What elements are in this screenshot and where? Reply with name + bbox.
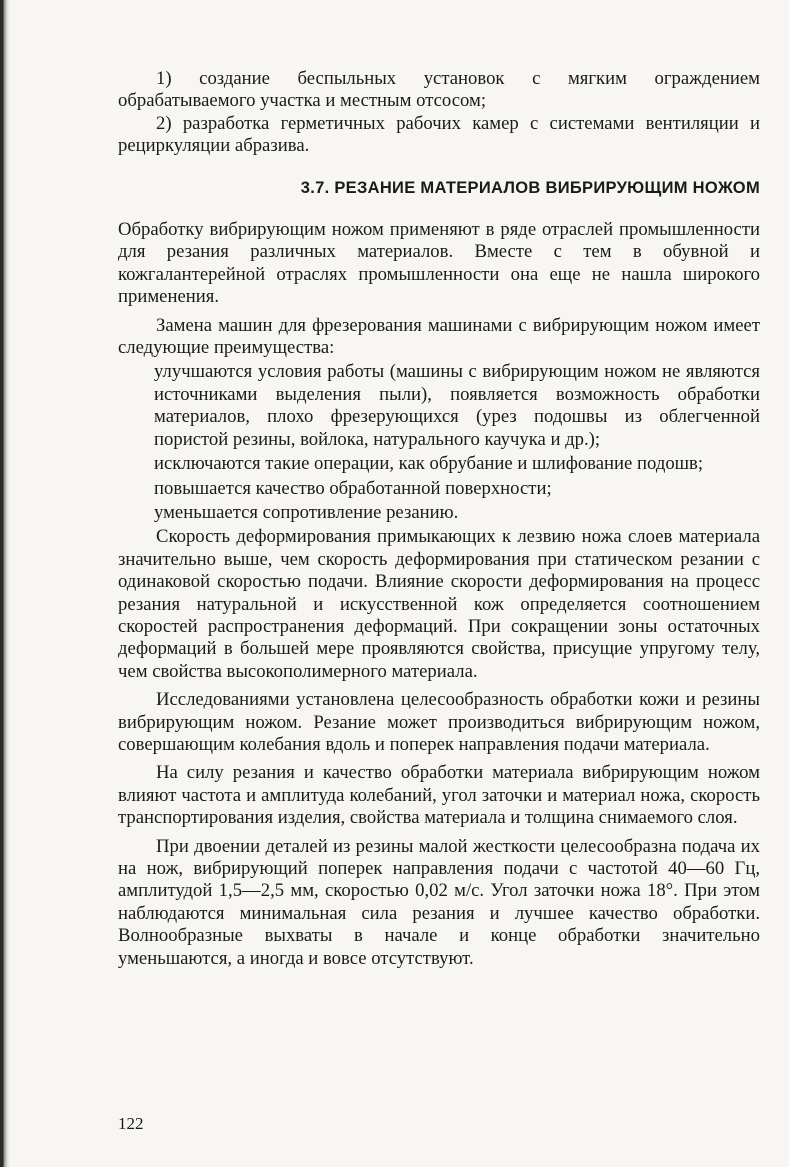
page-body	[118, 68, 760, 970]
intro-paragraph: Обработку вибрирующим ножом применяют в ряде отраслей промышленности для резания различных материалов. Вместе с тем в обувной и кожгалантерейной отраслях промышленности она еще не нашла широкого применения.	[118, 219, 760, 308]
scan-edge	[0, 0, 10, 1167]
paragraph-deformation-speed: Скорость деформирования примыкающих к лезвию ножа слоев материала значительно выше, чем скорость деформирования при статическом резании с одинаковой скоростью подачи. Влияние скорости деформирования на процесс резания натуральной и искусственной кож определяется соотношением скоростей распространения деформаций. При сокращении зоны остаточных деформаций в большей мере проявляются свойства, присущие упругому телу, чем свойства высокополимерного материала.	[118, 526, 760, 682]
list-item-1: 1) создание беспыльных установок с мягким ограждением обрабатываемого участка и местным отсосом;	[118, 68, 760, 112]
list-item-2: 2) разработка герметичных рабочих камер с системами вентиляции и рециркуляции абразива.	[118, 112, 760, 157]
advantages-lead: Замена машин для фрезерования машинами с вибрирующим ножом имеет следующие преимущества:	[118, 314, 760, 359]
paragraph-cutting-force: На силу резания и качество обработки материала вибрирующим ножом влияют частота и амплитуда колебаний, угол заточки и материал ножа, скорость транспортирования изделия, свойства материала и толщина снимаемого слоя.	[118, 762, 760, 829]
page-number: 122	[118, 1114, 144, 1133]
advantage-item-4: уменьшается сопротивление резанию.	[154, 501, 459, 523]
advantage-item-1: улучшаются условия работы (машины с вибрирующим ножом не являются источниками выделения пыли), появляется возможность обработки материалов, плохо фрезерующихся (урез подошвы из облегченной пористой резины, войлока, натурального каучука и др.);	[154, 361, 760, 450]
paragraph-splitting: При двоении деталей из резины малой жесткости целесообразна подача их на нож, вибрирующий поперек направления подачи с частотой 40—60 Гц, амплитудой 1,5—2,5 мм, скоростью 0,02 м/с. Угол заточки ножа 18°. При этом наблюдаются минимальная сила резания и лучшее качество обработки. Волнообразные выхваты в начале и конце обработки значительно уменьшаются, а иногда и вовсе отсутствуют.	[118, 835, 760, 969]
paragraph-research: Исследованиями установлена целесообразность обработки кожи и резины вибрирующим ножом. Резание может производиться вибрирующим ножом, совершающим колебания вдоль и поперек направления подачи материала.	[118, 689, 760, 755]
advantage-item-3: повышается качество обработанной поверхности;	[154, 477, 552, 499]
section-heading: 3.7. РЕЗАНИЕ МАТЕРИАЛОВ ВИБРИРУЮЩИМ НОЖОМ	[300, 178, 760, 197]
advantage-item-2: исключаются такие операции, как обрубание и шлифование подошв;	[154, 453, 704, 475]
